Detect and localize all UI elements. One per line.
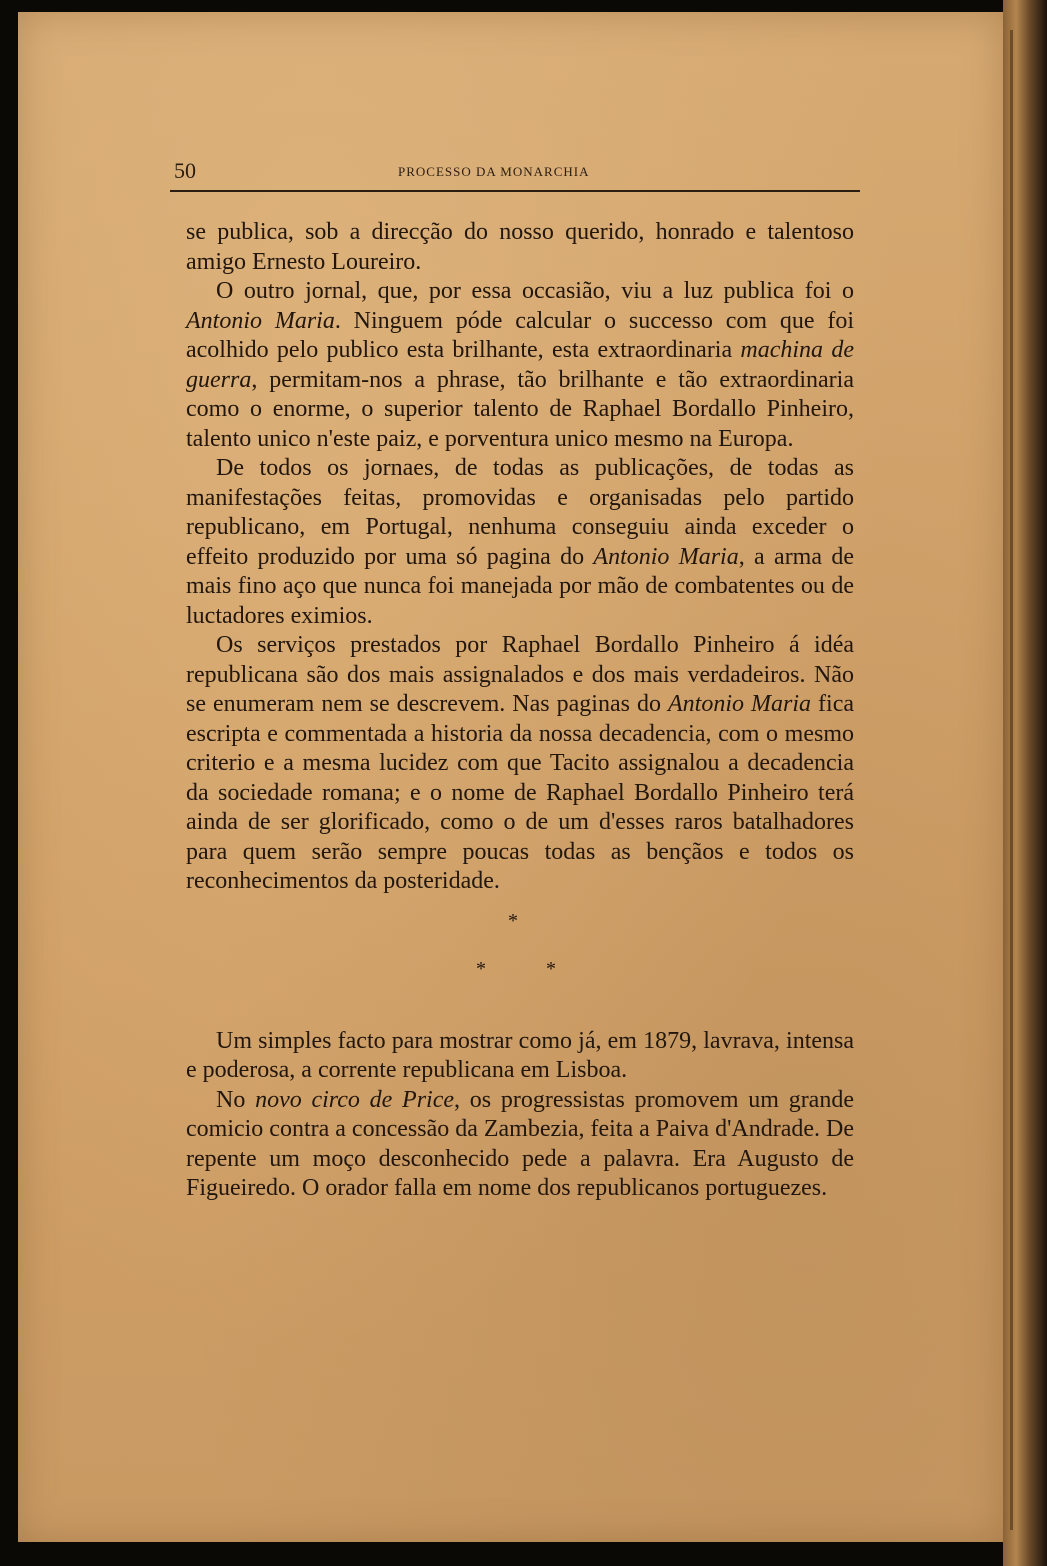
italic-title: Antonio Maria [186, 307, 335, 334]
section-asterism [186, 897, 854, 1007]
header-rule [170, 190, 860, 192]
text-run: se publica, sob a direcção do nosso querido, honrado e talentoso amigo Ernesto Loureiro. [186, 219, 854, 275]
italic-place: novo circo de Price [255, 1086, 455, 1113]
text-run: , permitam-nos a phrase, tão brilhante e tão extraordinaria como o enorme, o superior talento de Raphael Bordallo Pinheiro, talento unico n'este paiz, e porventura unico mesmo na Europa. [186, 366, 854, 452]
asterisk: * [546, 957, 556, 980]
text-run: O outro jornal, que, por essa occasião, viu a luz publica foi o [216, 278, 854, 304]
text-run: Um simples facto para mostrar como já, em 1879, lavrava, intensa e poderosa, a corrente republicana em Lisboa. [186, 1027, 854, 1083]
text-run: No [216, 1086, 256, 1113]
spine-crease [1010, 30, 1013, 1530]
text-run: , a arma de mais fino aço que nunca foi manejada por mão de combatentes ou de luctadores eximios. [186, 543, 854, 629]
text-run: Os serviços prestados por Raphael Bordallo Pinheiro á idéa republicana são dos mais assignalados e dos mais verdadeiros. Não se enumeram nem se descrevem. Nas paginas do [186, 632, 854, 717]
italic-phrase: machina de guerra [186, 337, 854, 393]
page-header [168, 158, 858, 186]
paragraph-2 [186, 277, 854, 454]
running-title: PROCESSO DA MONARCHIA [398, 164, 590, 179]
italic-title: Antonio Maria [668, 691, 812, 717]
second-section [186, 1027, 854, 1204]
asterisk: * [508, 909, 518, 932]
text-run: , os progressistas promovem um grande comicio contra a concessão da Zambezia, feita a Paiva d'Andrade. De repente um moço desconhecido pede a palavra. Era Augusto de Figueiredo. O orador falla em nome dos republicanos portuguezes. [186, 1086, 855, 1201]
text-run: . Ninguem póde calcular o successo com que foi acolhido pelo publico esta brilhante, esta extraordinaria [186, 307, 854, 363]
body-text [186, 218, 854, 1204]
text-run: De todos os jornaes, de todas as publicações, de todas as manifestações feitas, promovidas e organisadas pelo partido republicano, em Portugal, nenhuma conseguiu ainda exceder o effeito produzido por uma só pagina do [186, 455, 854, 570]
italic-title: Antonio Maria [593, 543, 739, 570]
asterisk: * [476, 957, 486, 980]
paragraph-4 [186, 631, 854, 897]
paragraph-3 [186, 454, 854, 631]
paragraph-1 [186, 218, 854, 277]
page-number: 50 [174, 158, 196, 183]
paragraph-5 [186, 1027, 854, 1086]
text-run: fica escripta e commentada a historia da nossa decadencia, com o mesmo criterio e a mesma lucidez com que Tacito assignalou a decadencia da sociedade romana; e o nome de Raphael Bordallo Pinheiro terá ainda de ser glorificado, como o de um d'esses raros batalhadores para quem serão sempre poucas todas as bençãos e todos os reconhecimentos da posteridade. [186, 691, 854, 894]
paragraph-6 [186, 1086, 854, 1204]
